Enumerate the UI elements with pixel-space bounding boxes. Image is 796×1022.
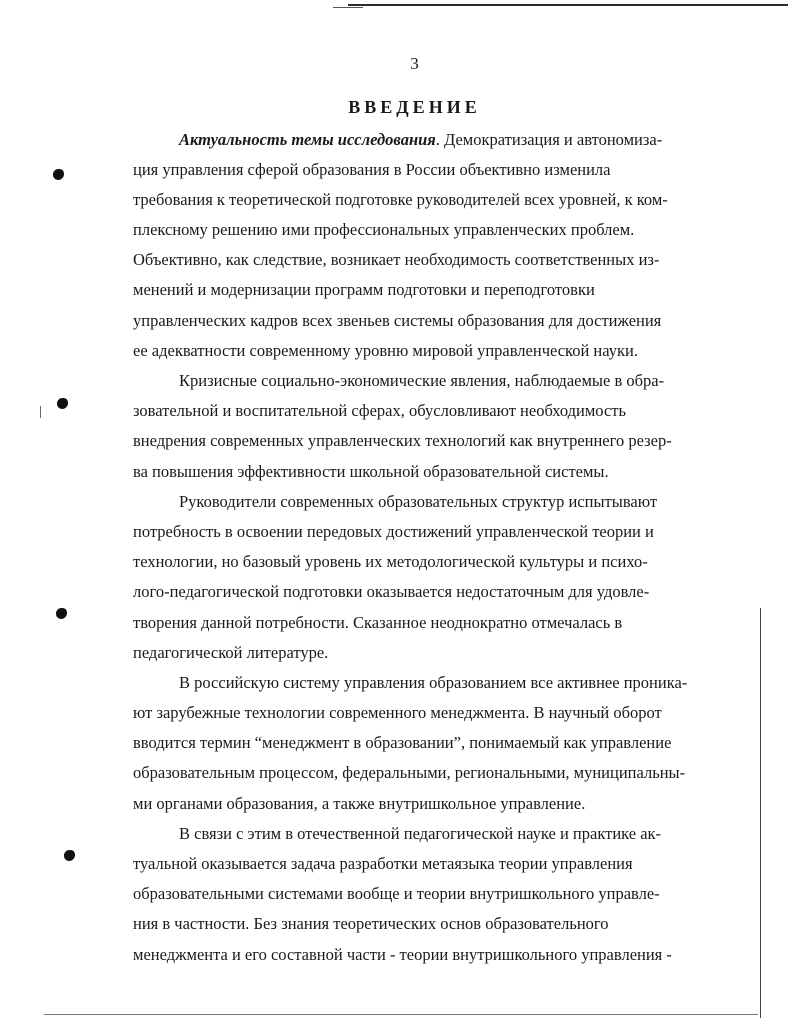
text-line: Кризисные социально-экономические явления, наблюдаемые в обра- xyxy=(179,371,665,391)
text-line: ми органами образования, а также внутришкольное управление. xyxy=(133,793,586,813)
scan-mark xyxy=(40,406,41,418)
text-line: В российскую систему управления образованием все активнее проника- xyxy=(179,673,688,693)
text-line: плексному решению ими профессиональных управленческих проблем. xyxy=(133,220,635,240)
text-line: педагогической литературе. xyxy=(133,642,329,662)
text-line: внедрения современных управленческих технологий как внутреннего резер- xyxy=(133,431,672,451)
punch-hole-mark xyxy=(56,608,67,619)
text-line: ее адекватности современному уровню мировой управленческой науки. xyxy=(133,340,638,360)
scan-border-top-fragment xyxy=(333,7,363,8)
scan-border-top xyxy=(348,4,788,6)
text-line: ния в частности. Без знания теоретических основ образовательного xyxy=(133,914,609,934)
text-line: творения данной потребности. Сказанное неоднократно отмечалась в xyxy=(133,612,623,632)
section-heading: ВВЕДЕНИЕ xyxy=(348,97,481,117)
text-line: Объективно, как следствие, возникает необходимость соответственных из- xyxy=(133,250,660,270)
text-line: ва повышения эффективности школьной образовательной системы. xyxy=(133,461,609,481)
paragraph xyxy=(133,819,703,969)
body-text xyxy=(133,125,703,970)
text-line: ция управления сферой образования в России объективно изменила xyxy=(133,160,611,180)
text-line: менений и модернизации программ подготовки и переподготовки xyxy=(133,280,595,300)
punch-hole-mark xyxy=(53,169,64,180)
text-line: образовательными системами вообще и теории внутришкольного управле- xyxy=(133,884,660,904)
text-line: вводится термин “менеджмент в образовании”, понимаемый как управление xyxy=(133,733,672,753)
text-line: зовательной и воспитательной сферах, обусловливают необходимость xyxy=(133,401,627,421)
text-line: технологии, но базовый уровень их методологической культуры и психо- xyxy=(133,552,648,572)
text-line: . Демократизация и автономиза- xyxy=(435,130,663,149)
punch-hole-mark xyxy=(64,850,75,861)
text-line: туальной оказывается задача разработки метаязыка теории управления xyxy=(133,854,633,874)
text-line: лого-педагогической подготовки оказывается недостаточным для удовле- xyxy=(133,582,650,602)
text-line: ют зарубежные технологии современного менеджмента. В научный оборот xyxy=(133,703,662,723)
text-line: образовательным процессом, федеральными, региональными, муниципальны- xyxy=(133,763,686,783)
text-line: требования к теоретической подготовке руководителей всех уровней, к ком- xyxy=(133,190,668,210)
scan-border-right xyxy=(760,608,761,1018)
paragraph xyxy=(133,487,703,668)
punch-hole-mark xyxy=(57,398,68,409)
text-line: управленческих кадров всех звеньев системы образования для достижения xyxy=(133,310,662,330)
text-line: В связи с этим в отечественной педагогической науке и практике ак- xyxy=(179,824,662,844)
scan-border-bottom xyxy=(44,1014,758,1015)
text-line: Руководители современных образовательных структур испытывают xyxy=(179,492,658,512)
paragraph xyxy=(133,366,703,486)
page-number: 3 xyxy=(410,54,419,73)
text-line: менеджмента и его составной части - теории внутришкольного управления - xyxy=(133,944,672,964)
paragraph xyxy=(133,668,703,818)
paragraph-lead: Актуальность темы исследования xyxy=(179,130,436,149)
text-line: потребность в освоении передовых достижений управленческой теории и xyxy=(133,522,654,542)
paragraph xyxy=(133,125,703,366)
